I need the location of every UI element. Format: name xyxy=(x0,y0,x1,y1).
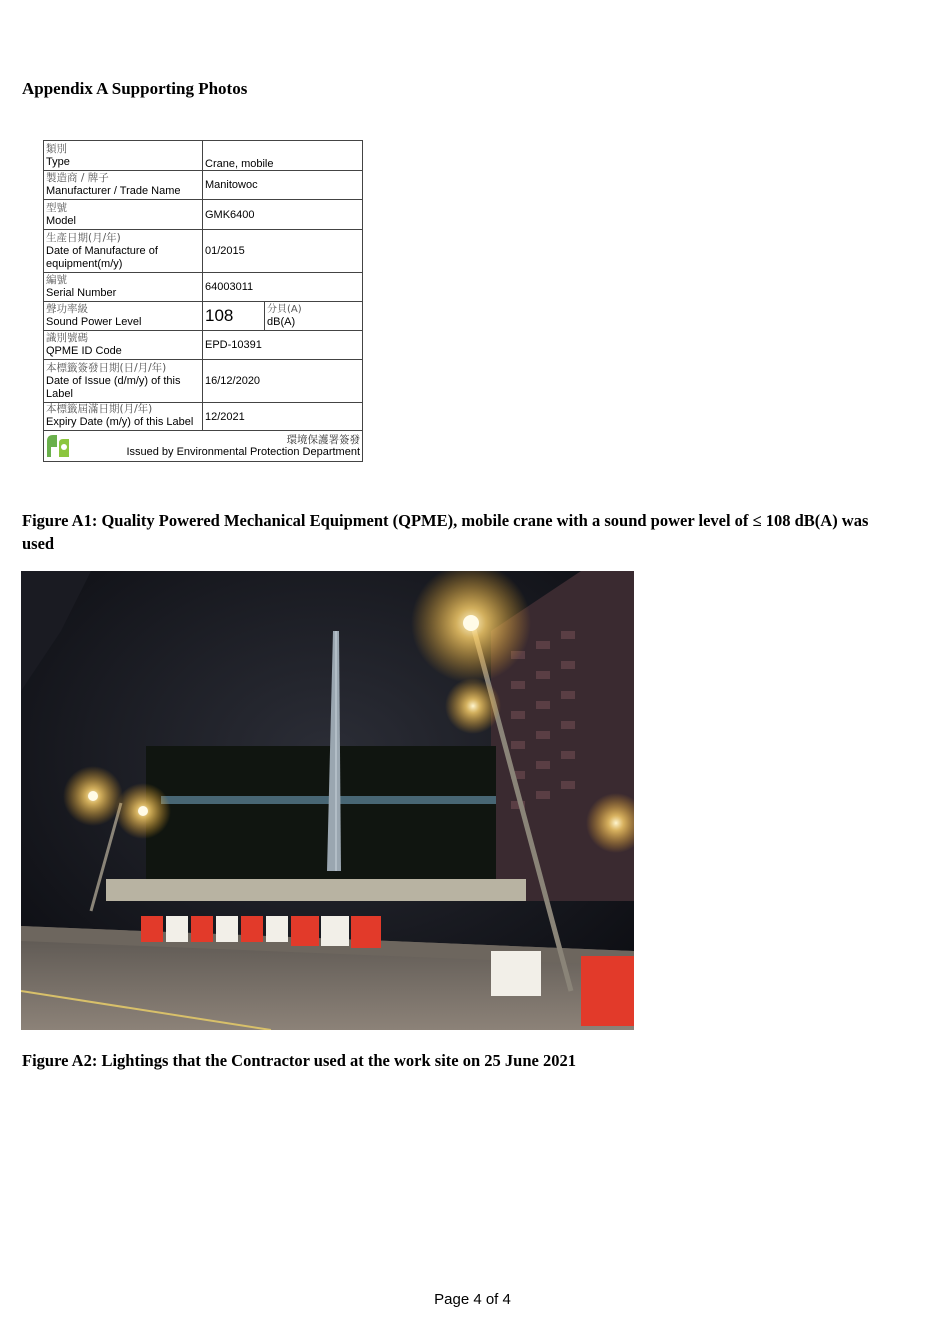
label-key-zh: 聲功率級 xyxy=(46,303,88,315)
label-value: Manitowoc xyxy=(205,179,258,191)
label-row-model xyxy=(44,200,362,230)
label-row-issue-date xyxy=(44,360,362,403)
label-key-zh: 識別號碼 xyxy=(46,332,88,344)
label-key-en: Date of Manufacture of equipment(m/y) xyxy=(46,245,158,270)
label-value: 12/2021 xyxy=(205,410,245,423)
label-key-en: Model xyxy=(46,215,76,227)
sound-power-value: 108 xyxy=(203,302,265,330)
label-row-manufacture-date xyxy=(44,230,362,273)
figure-a1-caption: Figure A1: Quality Powered Mechanical Equipment (QPME), mobile crane with a sound power level of ≤ 108 dB(A) was used xyxy=(22,511,869,553)
label-row-manufacturer xyxy=(44,171,362,200)
label-key-zh: 製造商 / 牌子 xyxy=(46,172,109,184)
page-number: Page 4 of 4 xyxy=(434,1291,511,1308)
label-key-zh: 型號 xyxy=(46,202,67,214)
qpme-label xyxy=(43,140,363,462)
label-row-type xyxy=(44,141,362,171)
label-key-zh: 本標籤簽發日期(日/月/年) xyxy=(46,362,167,374)
figure-a2-caption: Figure A2: Lightings that the Contractor used at the work site on 25 June 2021 xyxy=(22,1051,576,1070)
label-key-en: Date of Issue (d/m/y) of this Label xyxy=(46,375,181,400)
sound-power-unit-zh: 分貝(A) xyxy=(267,304,302,315)
label-value: 01/2015 xyxy=(205,245,245,257)
worksite-photo-illustration xyxy=(21,571,634,1030)
label-key-en: Sound Power Level xyxy=(46,316,142,328)
sound-power-unit-en: dB(A) xyxy=(267,316,296,328)
label-key-zh: 類別 xyxy=(46,143,67,155)
label-row-qpme-id xyxy=(44,331,362,360)
label-footer-zh: 環境保護署簽發 xyxy=(286,434,360,446)
label-key-en: Expiry Date (m/y) of this Label xyxy=(46,416,194,428)
label-row-expiry-date xyxy=(44,403,362,431)
label-key-zh: 編號 xyxy=(46,274,67,286)
epd-logo-icon xyxy=(45,433,71,459)
label-value: 64003011 xyxy=(205,281,254,293)
label-footer xyxy=(44,431,362,461)
label-footer-en: Issued by Environmental Protection Department xyxy=(126,446,360,458)
label-key-en: Type xyxy=(46,156,70,168)
label-row-sound-power xyxy=(44,302,362,331)
label-key-en: Serial Number xyxy=(46,287,117,299)
page-heading: Appendix A Supporting Photos xyxy=(22,79,248,98)
label-key-zh: 生產日期(月/年) xyxy=(46,232,121,244)
label-key-en: QPME ID Code xyxy=(46,345,122,357)
label-row-serial xyxy=(44,273,362,302)
label-key-zh: 本標籤屆滿日期(月/年) xyxy=(46,403,153,415)
label-value: Crane, mobile xyxy=(205,158,274,170)
label-value: GMK6400 xyxy=(205,208,255,221)
worksite-night-photo xyxy=(21,571,634,1030)
label-value: 16/12/2020 xyxy=(205,375,261,387)
label-key-en: Manufacturer / Trade Name xyxy=(46,185,181,197)
label-value: EPD-10391 xyxy=(205,339,262,351)
